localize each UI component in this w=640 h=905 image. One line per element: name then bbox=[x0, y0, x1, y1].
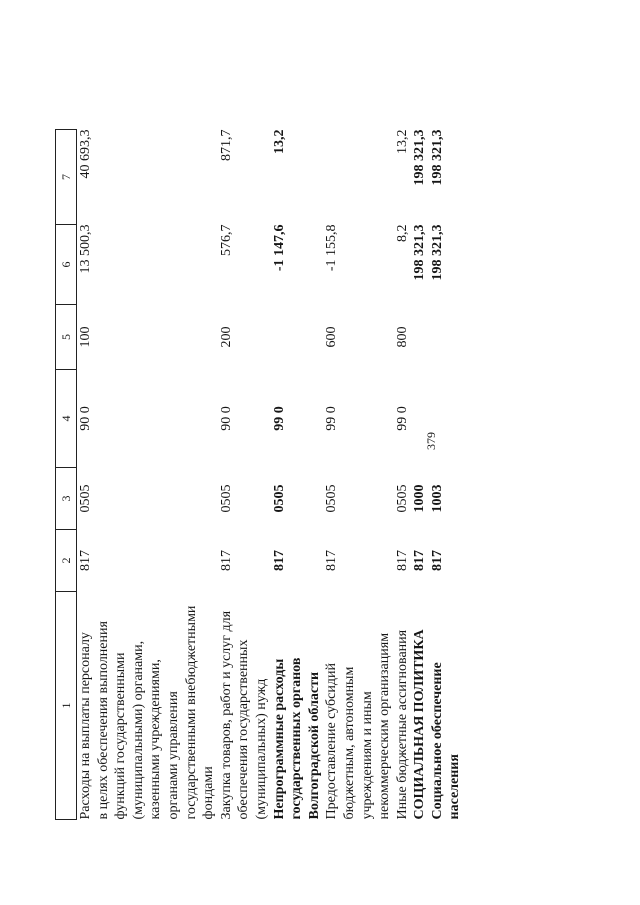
amount-cell-col6: 198 321,3 bbox=[412, 224, 428, 281]
amount-cell-col6: -1 155,8 bbox=[324, 224, 340, 272]
expense-type-cell: 200 bbox=[218, 326, 234, 348]
ministry-code-cell: 817 bbox=[218, 550, 234, 571]
column-number-header: 7 bbox=[56, 130, 77, 225]
column-number-header: 5 bbox=[56, 305, 77, 370]
table-row bbox=[271, 130, 324, 820]
target-code-cell bbox=[411, 370, 429, 468]
column-number-header: 6 bbox=[56, 225, 77, 305]
table-row bbox=[323, 130, 393, 820]
item-name-cell: Социальное обеспечение населения bbox=[429, 662, 463, 820]
landscape-sheet bbox=[55, 130, 570, 820]
table-row bbox=[218, 130, 271, 820]
ministry-code-cell: 817 bbox=[78, 550, 93, 571]
section-code-cell: 0505 bbox=[218, 484, 234, 513]
ministry-code-cell: 817 bbox=[412, 550, 428, 571]
amount-cell-col7: 13,2 bbox=[394, 129, 410, 154]
item-name-cell: Предоставление субсидий бюджетным, автономным учреждениям и иным некоммерческим организациям bbox=[324, 632, 393, 820]
amount-cell-col6: 13 500,3 bbox=[78, 224, 93, 274]
amount-cell-col6: 576,7 bbox=[218, 224, 234, 256]
expense-type-cell bbox=[429, 305, 464, 370]
table-row bbox=[394, 130, 412, 820]
expense-type-cell: 800 bbox=[394, 326, 410, 348]
table-row bbox=[77, 130, 218, 820]
budget-table bbox=[55, 129, 464, 820]
target-code-cell bbox=[429, 370, 464, 468]
section-code-cell: 1003 bbox=[429, 484, 445, 513]
column-number-header: 3 bbox=[56, 468, 77, 530]
ministry-code-cell: 817 bbox=[324, 550, 340, 571]
column-number-header: 4 bbox=[56, 370, 77, 468]
column-number-header: 2 bbox=[56, 530, 77, 592]
item-name-cell: Расходы на выплаты персоналу в целях обеспечения выполнения функций государственными (муниципальными) органами, казенными учреждениями, органами управления государственными внебюджетными фондами bbox=[78, 605, 217, 820]
expense-type-cell bbox=[411, 305, 429, 370]
target-code-cell: 90 0 bbox=[218, 406, 234, 431]
item-name-cell: Закупка товаров, работ и услуг для обеспечения государственных (муниципальных) нужд bbox=[218, 610, 269, 820]
target-code-cell: 99 0 bbox=[394, 406, 410, 431]
section-code-cell: 0505 bbox=[324, 484, 340, 513]
amount-cell-col7: 198 321,3 bbox=[412, 129, 428, 186]
rotated-page-area bbox=[55, 130, 570, 820]
amount-cell-col6: 8,2 bbox=[394, 224, 410, 242]
amount-cell-col7: 198 321,3 bbox=[429, 129, 445, 186]
table-row bbox=[429, 130, 464, 820]
amount-cell-col6: 198 321,3 bbox=[429, 224, 445, 281]
amount-cell-col7: 13,2 bbox=[271, 129, 287, 154]
amount-cell-col7 bbox=[323, 130, 393, 225]
target-code-cell: 99 0 bbox=[324, 406, 340, 431]
target-code-cell: 90 0 bbox=[78, 406, 93, 431]
section-code-cell: 0505 bbox=[78, 484, 93, 513]
ministry-code-cell: 817 bbox=[429, 550, 445, 571]
amount-cell-col7: 40 693,3 bbox=[78, 129, 93, 179]
amount-cell-col6: -1 147,6 bbox=[271, 224, 287, 272]
expense-type-cell: 100 bbox=[78, 326, 93, 348]
ministry-code-cell: 817 bbox=[394, 550, 410, 571]
item-name-cell: СОЦИАЛЬНАЯ ПОЛИТИКА bbox=[412, 629, 428, 820]
column-number-row bbox=[56, 130, 77, 820]
section-code-cell: 1000 bbox=[412, 484, 428, 513]
column-number-header: 1 bbox=[56, 592, 77, 820]
item-name-cell: Непрограммные расходы государственных органов Волгоградской области bbox=[271, 657, 322, 820]
section-code-cell: 0505 bbox=[271, 484, 287, 513]
ministry-code-cell: 817 bbox=[271, 550, 287, 571]
amount-cell-col7: 871,7 bbox=[218, 129, 234, 161]
expense-type-cell: 600 bbox=[324, 326, 340, 348]
section-code-cell: 0505 bbox=[394, 484, 410, 513]
expense-type-cell bbox=[271, 305, 324, 370]
target-code-cell: 99 0 bbox=[271, 406, 287, 431]
table-row bbox=[411, 130, 429, 820]
page-number: 379 bbox=[424, 432, 438, 450]
item-name-cell: Иные бюджетные ассигнования bbox=[394, 629, 410, 820]
